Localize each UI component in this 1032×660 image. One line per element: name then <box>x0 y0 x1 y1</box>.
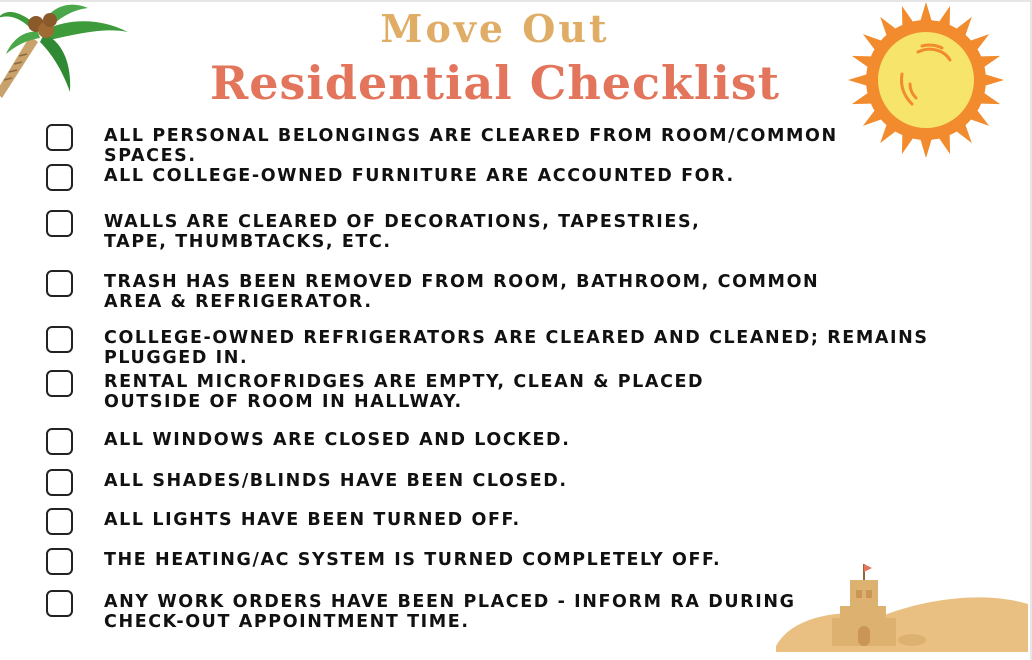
checklist-item-text: ALL PERSONAL BELONGINGS ARE CLEARED FROM ROOM/COMMON SPACES. <box>104 126 838 166</box>
checklist-item-text: WALLS ARE CLEARED OF DECORATIONS, TAPESTRIES, TAPE, THUMBTACKS, ETC. <box>104 212 701 252</box>
checklist-item-text: ALL SHADES/BLINDS HAVE BEEN CLOSED. <box>104 471 568 491</box>
checkbox[interactable] <box>46 210 73 237</box>
checkbox[interactable] <box>46 469 73 496</box>
checklist-item-text: RENTAL MICROFRIDGES ARE EMPTY, CLEAN & PLACED OUTSIDE OF ROOM IN HALLWAY. <box>104 372 705 412</box>
title-residential-checklist: Residential Checklist <box>209 56 781 110</box>
checklist-item-text: ALL LIGHTS HAVE BEEN TURNED OFF. <box>104 510 521 530</box>
checkbox[interactable] <box>46 270 73 297</box>
checkbox[interactable] <box>46 124 73 151</box>
checkbox[interactable] <box>46 508 73 535</box>
checkbox[interactable] <box>46 370 73 397</box>
checkbox[interactable] <box>46 164 73 191</box>
checklist-item-text: THE HEATING/AC SYSTEM IS TURNED COMPLETELY OFF. <box>104 550 722 570</box>
checkbox[interactable] <box>46 548 73 575</box>
checklist-item-text: ALL COLLEGE-OWNED FURNITURE ARE ACCOUNTED FOR. <box>104 166 735 186</box>
checklist-item-text: COLLEGE-OWNED REFRIGERATORS ARE CLEARED AND CLEANED; REMAINS PLUGGED IN. <box>104 328 929 368</box>
checklist-item-text: TRASH HAS BEEN REMOVED FROM ROOM, BATHROOM, COMMON AREA & REFRIGERATOR. <box>104 272 820 312</box>
checkbox[interactable] <box>46 428 73 455</box>
checklist-item-text: ANY WORK ORDERS HAVE BEEN PLACED - INFORM RA DURING CHECK-OUT APPOINTMENT TIME. <box>104 592 796 632</box>
checkbox[interactable] <box>46 590 73 617</box>
checklist-item-text: ALL WINDOWS ARE CLOSED AND LOCKED. <box>104 430 571 450</box>
title-move-out: Move Out <box>380 6 610 51</box>
checkbox[interactable] <box>46 326 73 353</box>
